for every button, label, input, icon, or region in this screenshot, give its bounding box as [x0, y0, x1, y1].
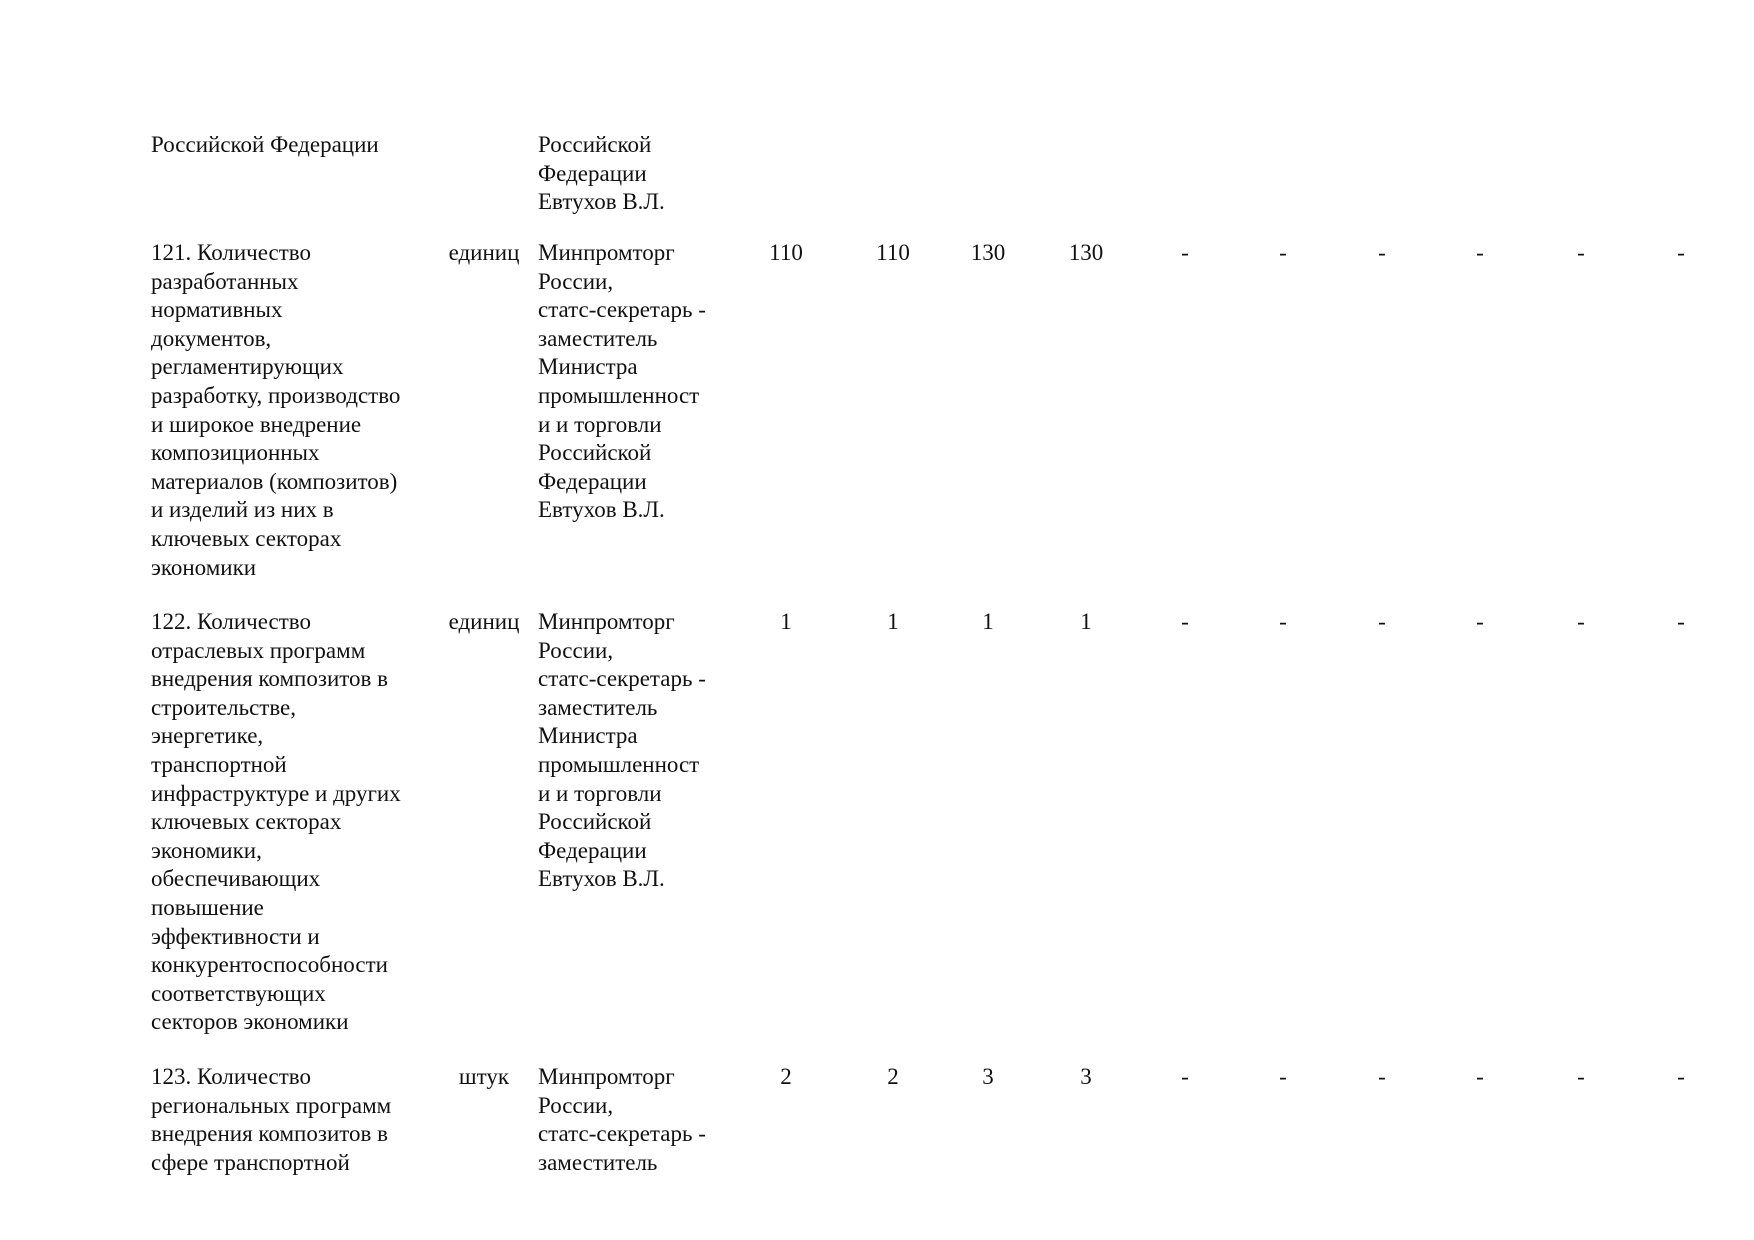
- value-cell: -: [1181, 240, 1189, 265]
- value-cell: 110: [769, 240, 803, 265]
- indicator-name: 122. Количество отраслевых программ внедрения композитов в строительстве, энергетике, транспортной инфраструктуре и других ключевых секторах экономики, обеспечивающих повышение эффективности и конкурентоспособности соответствующих секторов экономики: [151, 609, 401, 1035]
- value-cell: -: [1279, 609, 1287, 634]
- indicator-name: 121. Количество разработанных нормативных документов, регламентирующих разработку, производство и широкое внедрение композиционных материалов (композитов) и изделий из них в ключевых секторах экономики: [151, 240, 401, 580]
- value-cell: -: [1378, 240, 1386, 265]
- value-cell: -: [1677, 609, 1685, 634]
- value-cell: 1: [982, 609, 994, 634]
- value-cell: 1: [1080, 609, 1092, 634]
- value-cell: -: [1279, 240, 1287, 265]
- responsible-executive: Минпромторг России, статс-секретарь - заместитель Министра промышленност и и торговли Российской Федерации Евтухов В.Л.: [538, 240, 706, 523]
- value-cell: 130: [1068, 240, 1104, 265]
- value-cell: -: [1476, 1064, 1484, 1089]
- continuation-responsible: Российской Федерации Евтухов В.Л.: [538, 132, 665, 215]
- value-cell: -: [1181, 1064, 1189, 1089]
- value-cell: 3: [1080, 1064, 1092, 1089]
- value-cell: 2: [780, 1064, 792, 1089]
- value-cell: -: [1279, 1064, 1287, 1089]
- value-cell: 110: [876, 240, 910, 265]
- value-cell: 2: [887, 1064, 899, 1089]
- value-cell: 1: [780, 609, 792, 634]
- value-cell: -: [1577, 240, 1585, 265]
- value-cell: -: [1677, 240, 1685, 265]
- unit-of-measure: штук: [458, 1064, 510, 1089]
- value-cell: 3: [982, 1064, 994, 1089]
- value-cell: -: [1476, 240, 1484, 265]
- value-cell: -: [1577, 609, 1585, 634]
- indicator-name: 123. Количество региональных программ внедрения композитов в сфере транспортной: [151, 1064, 392, 1175]
- continuation-indicator-name: Российской Федерации: [151, 132, 379, 157]
- value-cell: -: [1476, 609, 1484, 634]
- value-cell: -: [1577, 1064, 1585, 1089]
- unit-of-measure: единиц: [448, 240, 520, 265]
- value-cell: 1: [887, 609, 899, 634]
- value-cell: -: [1677, 1064, 1685, 1089]
- responsible-executive: Минпромторг России, статс-секретарь - заместитель Министра промышленност и и торговли Российской Федерации Евтухов В.Л.: [538, 609, 706, 892]
- value-cell: -: [1378, 609, 1386, 634]
- value-cell: -: [1378, 1064, 1386, 1089]
- value-cell: 130: [970, 240, 1006, 265]
- unit-of-measure: единиц: [448, 609, 520, 634]
- value-cell: -: [1181, 609, 1189, 634]
- responsible-executive: Минпромторг России, статс-секретарь - заместитель: [538, 1064, 706, 1175]
